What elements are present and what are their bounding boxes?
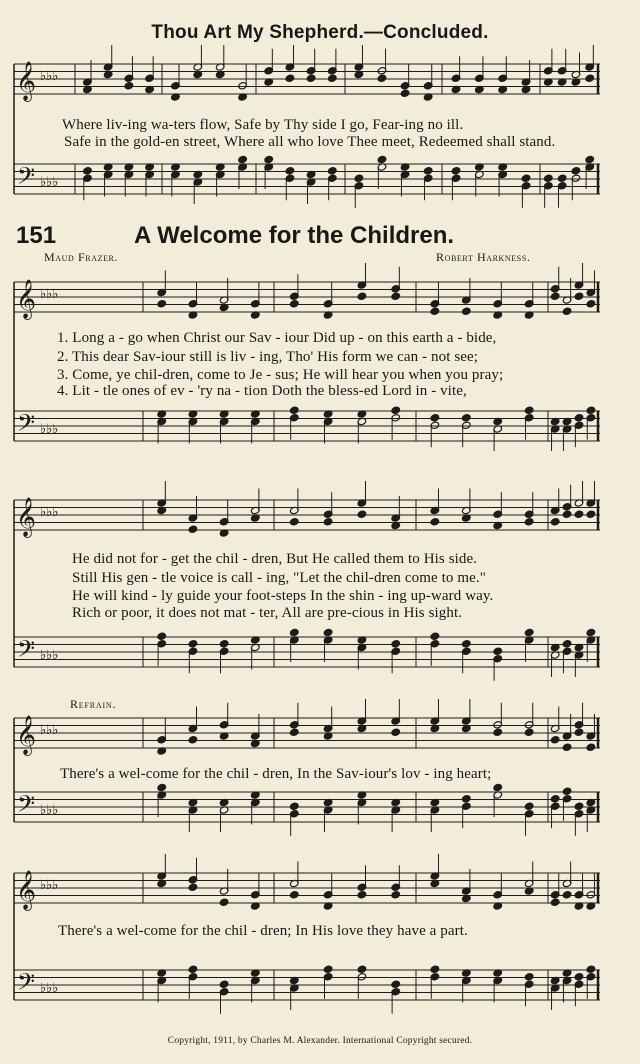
hymn-title: A Welcome for the Children. <box>134 222 455 249</box>
verse-2-part-1: 2. This dear Sav-iour still is liv - ing, Tho' His form we can - not see; <box>57 349 479 365</box>
svg-text:𝄢: 𝄢 <box>17 409 36 442</box>
verse-4-part-2: Rich or poor, it does not mat - ter, All are pre-cious in His sight. <box>72 605 463 621</box>
hymn-number: 151 <box>16 222 57 249</box>
svg-text:𝄞: 𝄞 <box>16 870 37 910</box>
prev-lyric-line-1: Where liv-ing wa-ters flow, Safe by Thy side I go, Fear-ing no ill. <box>62 117 464 133</box>
svg-text:𝄞: 𝄞 <box>16 279 37 319</box>
svg-text:♭♭♭: ♭♭♭ <box>40 648 59 663</box>
svg-text:𝄢: 𝄢 <box>17 162 36 195</box>
svg-text:♭♭♭: ♭♭♭ <box>40 505 59 520</box>
svg-text:𝄢: 𝄢 <box>17 790 36 823</box>
sys2-bass-staff <box>14 637 600 667</box>
sys1-bass-staff <box>14 411 600 441</box>
refrain-line-2: There's a wel-come for the chil - dren; In His love they have a part. <box>58 923 468 939</box>
verse-3-part-2: He will kind - ly guide your foot-steps In the shin - ing up-ward way. <box>72 588 494 604</box>
svg-text:𝄢: 𝄢 <box>17 968 36 1001</box>
svg-text:♭♭♭: ♭♭♭ <box>40 723 59 738</box>
svg-text:♭♭♭: ♭♭♭ <box>40 981 59 996</box>
verse-1-part-2: He did not for - get the chil - dren, But He called them to His side. <box>72 551 478 567</box>
sys1-treble-staff <box>14 282 600 312</box>
refrain-label: Refrain. <box>70 697 117 711</box>
verse-4-part-1: 4. Lit - tle ones of ev - 'ry na - tion Doth the bless-ed Lord in - vite, <box>57 383 467 399</box>
svg-text:♭♭♭: ♭♭♭ <box>40 878 59 893</box>
svg-text:♭♭♭: ♭♭♭ <box>40 803 59 818</box>
svg-text:♭♭♭: ♭♭♭ <box>40 287 59 302</box>
svg-text:𝄞: 𝄞 <box>16 497 37 537</box>
continued-title: Thou Art My Shepherd.—Concluded. <box>151 22 489 43</box>
sys3-bass-staff <box>14 792 600 822</box>
verse-2-part-2: Still His gen - tle voice is call - ing, "Let the chil-dren come to me." <box>72 570 486 586</box>
music-credit: Robert Harkness. <box>436 250 531 264</box>
sys4-treble-staff <box>14 873 600 903</box>
svg-text:♭♭♭: ♭♭♭ <box>40 422 59 437</box>
sys3-treble-staff <box>14 718 600 748</box>
words-credit: Maud Frazer. <box>44 250 119 264</box>
sys2-treble-staff <box>14 500 600 530</box>
copyright-notice: Copyright, 1911, by Charles M. Alexander. International Copyright secured. <box>167 1036 473 1046</box>
prev-lyric-line-2: Safe in the gold-en street, Where all who love Thee meet, Redeemed shall stand. <box>64 134 556 150</box>
verse-3-part-1: 3. Come, ye chil-dren, come to Je - sus; He will hear you when you pray; <box>57 367 504 383</box>
verse-1-part-1: 1. Long a - go when Christ our Sav - iour Did up - on this earth a - bide, <box>57 330 497 346</box>
svg-text:𝄞: 𝄞 <box>16 715 37 755</box>
svg-text:♭♭♭: ♭♭♭ <box>40 69 59 84</box>
svg-text:𝄞: 𝄞 <box>16 61 37 101</box>
refrain-line-1: There's a wel-come for the chil - dren, In the Sav-iour's lov - ing heart; <box>60 766 492 782</box>
svg-text:♭♭♭: ♭♭♭ <box>40 175 59 190</box>
svg-text:𝄢: 𝄢 <box>17 635 36 668</box>
sys4-bass-staff <box>14 970 600 1000</box>
